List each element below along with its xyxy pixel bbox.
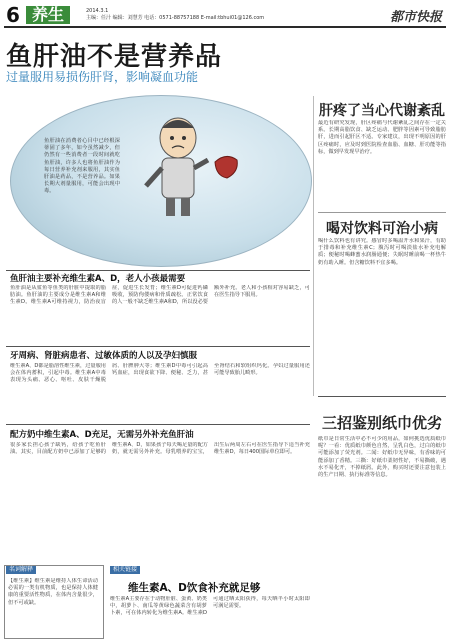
related-label: 相关链接 (110, 566, 140, 574)
sub2-body: 维生素A、D都是脂溶性维生素，过量服用会在体内蓄积，引起中毒。维生素A中毒表现为头痛、恶心、呕吐、皮肤干燥脱屑、肝脾肿大等；维生素D中毒可引起高钙血症，出现食欲下降、便秘、乏力，甚至肾结石和软组织钙化。孕妇过量服用还可能导致胎儿畸形。 (10, 363, 310, 384)
related-headline: 维生素A、D饮食补充就足够 (128, 582, 261, 594)
main-intro: 鱼肝油在消费者心目中已经根深蒂固了多年，如今虽然减少，但仍然有一些消费者一段时间就吃鱼肝油，许多人也将鱼肝油作为每日营养补充剂来服用，其实鱼肝油是药品，不是营养品。如果长期大剂量服用，可能会出现中毒。 (44, 138, 120, 195)
related-body: 维生素A主要存在于动物肝脏、蛋黄、奶类中，胡萝卜、南瓜等黄绿色蔬菜含有胡萝卜素，可在体内转化为维生素A。维生素D可通过晒太阳获得，每天晒半小时太阳即可满足需要。 (110, 596, 310, 617)
glossary-body: 【维生素】维生素是维持人体生命活动必需的一类有机物质，也是保持人体健康的重要活性物质，在体内含量很少，但不可或缺。 (8, 578, 98, 606)
page-header (4, 4, 446, 28)
liver-icon (212, 152, 240, 182)
main-subheadline: 过量服用易损伤肝肾，影响凝血功能 (6, 70, 199, 84)
column-divider (313, 96, 314, 396)
sub3-title: 配方奶中维生素A、D充足，无需另外补充鱼肝油 (10, 430, 194, 440)
divider (6, 346, 310, 347)
divider (6, 424, 310, 425)
main-headline: 鱼肝油不是营养品 (6, 42, 223, 72)
divider (318, 212, 446, 213)
header-editors: 主编：任汁 编辑：刘慧芳 电话：0571-88757188 E-mail:tbhui01@126.com (86, 15, 265, 21)
bottom-article-body: 纸巾是日常生活中必不可少的用品，如何挑选优质纸巾呢？一看：优质纸巾颜色自然，呈乳白色，过白的纸巾可能添加了荧光剂。二闻：好纸巾无异味，有香味的可能添加了香精。三撕：好纸巾柔韧性好，不易撕破，遇水不易化开，不掉纸屑。此外，购买时还要注意包装上的生产日期、执行标准等信息。 (318, 436, 446, 479)
divider (6, 270, 310, 271)
sick-man-illustration (138, 110, 218, 220)
newspaper-brand: 都市快报 (389, 10, 442, 25)
sub1-title: 鱼肝油主要补充维生素A、D，老人小孩最需要 (10, 274, 186, 284)
bottom-article-headline: 三招鉴别纸巾优劣 (321, 414, 442, 432)
sub2-title: 牙周病、肾脏病患者、过敏体质的人以及孕妇慎服 (10, 351, 198, 361)
header-meta (86, 8, 264, 22)
divider (318, 396, 446, 397)
sub3-body: 很多家长担心孩子缺钙，给孩子吃鱼肝油。其实，目前配方奶中已添加了足够的维生素A、D，如果孩子每天喝足量的配方奶，就无需另外补充。母乳喂养的宝宝，出生后两周左右可在医生指导下适当补充维生素D，每日400国际单位即可。 (10, 442, 310, 456)
sub1-body: 鱼肝油是从鲨鱼等鱼类的肝脏中提取的脂肪油。鱼肝油的主要成分是维生素A和维生素D。维生素A可维持视力，防治夜盲症，促进生长发育；维生素D可促进钙磷吸收，预防佝偻病和骨质疏松。正常饮食的人一般不缺乏维生素A和D，所以没必要额外补充。老人和小孩相对容易缺乏，可在医生指导下服用。 (10, 285, 310, 306)
right-article-1-body: 最近有研究发现，肝区疼痛与代谢紊乱之间存在一定关系。长期高脂饮食、缺乏运动、肥胖等因素可导致脂肪肝，进而引起肝区不适。专家建议，出现不明原因的肝区疼痛时，应及时到医院检查血脂、血糖、肝功能等指标，做到早发现早治疗。 (318, 120, 446, 155)
right-article-2-body: 喝什么饮料也有讲究。感冒时多喝温开水和果汁，有助于排毒和补充维生素C；腹泻时可喝淡盐水补充电解质；便秘时喝蜂蜜水润肠通便；失眠时睡前喝一杯热牛奶有助入睡。但含糖饮料不宜多喝。 (318, 238, 446, 266)
right-article-2-headline: 喝对饮料可治小病 (326, 221, 438, 237)
right-article-1-headline: 肝疼了当心代谢紊乱 (319, 103, 445, 119)
page-number: 6 (6, 3, 20, 27)
glossary-label: 名词解释 (6, 566, 36, 574)
section-label: 养生 (26, 6, 70, 24)
header-date: 2014.3.1 (86, 8, 109, 14)
